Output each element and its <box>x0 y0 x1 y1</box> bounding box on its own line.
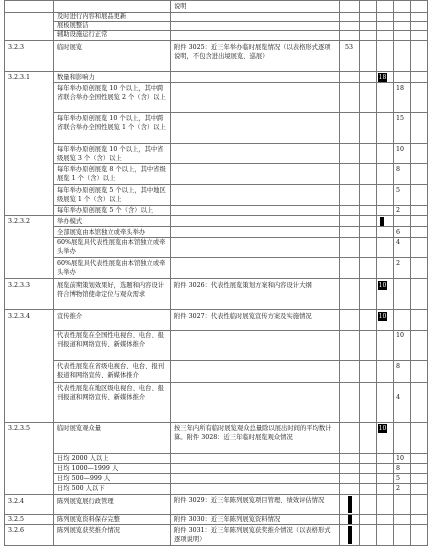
score-box-highlight: 10 <box>378 313 387 320</box>
criteria-item: 每年举办原创展览 10 个以上，其中跨省联合举办全国性展览 1 个（含）以上 <box>57 115 166 132</box>
criteria-item: 60%展览具代表性展览由本馆独立或牵头举办 <box>57 260 166 277</box>
criteria-score: 8 <box>396 465 401 472</box>
score-box-highlight <box>348 496 352 513</box>
section-description: 附件 3027：代表性临时展览宣传方案及实施情况 <box>174 313 312 320</box>
criteria-score: 4 <box>396 239 401 246</box>
section-description: 附件 3030：近三年陈列展览资料情况 <box>174 516 281 523</box>
criteria-item: 日均 1000—1999 人 <box>57 465 119 472</box>
header-description-cell: 说明 <box>174 3 187 10</box>
criteria-score: 4 <box>396 394 401 401</box>
criteria-score: 18 <box>396 85 405 92</box>
criteria-item: 日均 500—999 人 <box>57 475 111 482</box>
criteria-score: 2 <box>396 260 401 267</box>
section-code: 3.2.3.4 <box>8 313 31 320</box>
section-name: 临时展览 <box>57 44 83 51</box>
criteria-item: 每年举办原创展览 10 个以上，其中省级展览 3 个（含）以上 <box>57 146 164 163</box>
section-name: 陈列展览获奖推介情况 <box>57 527 120 534</box>
criteria-score: 10 <box>396 146 405 153</box>
score-box-highlight: 18 <box>378 74 387 81</box>
criteria-item: 代表性展览在省级电视台、电台、报刊报道和网络宣传、新媒体推介 <box>57 363 165 380</box>
section-code: 3.2.3.5 <box>8 425 31 432</box>
section-code: 3.2.3.2 <box>8 218 31 225</box>
criteria-item: 日均 2000 人以上 <box>57 455 109 462</box>
section-code: 3.2.4 <box>8 498 25 505</box>
section-code: 3.2.3.3 <box>8 282 31 289</box>
score-box-highlight <box>348 515 352 524</box>
criteria-score: 2 <box>396 485 401 492</box>
section-code: 3.2.3 <box>8 44 25 51</box>
criteria-item: 每年举办原创展览 5 个以上，其中地区级展览 1 个（含）以上 <box>57 187 166 204</box>
section-name: 陈列展览展行政管理 <box>57 498 114 505</box>
criteria-score: 8 <box>396 166 401 173</box>
item-text: 辅助设施运行正常 <box>57 31 108 38</box>
criteria-item: 全部展览由本馆独立或牵头举办 <box>57 229 146 236</box>
section-name: 数量和影响力 <box>57 74 95 81</box>
criteria-score: 8 <box>396 363 401 370</box>
criteria-item: 日均 500 人以下 <box>57 485 105 492</box>
score-box-highlight: 10 <box>378 425 387 432</box>
criteria-score: 15 <box>396 115 405 122</box>
item-text: 及时进行内容和展品更新 <box>57 13 127 20</box>
criteria-item: 每年举办原创展览 5 个（含）以上 <box>57 207 154 214</box>
grid-line <box>4 0 5 546</box>
section-description: 按三年内所有临时展览观众总量除以展出时间的平均数计算。附件 3028：近三年临时展览观众情况 <box>174 425 332 442</box>
section-description: 附件 3029：近三年陈列展览项目管理、绩效评估情况 <box>174 497 325 504</box>
criteria-score: 2 <box>396 207 401 214</box>
score-box-highlight: 10 <box>378 282 387 289</box>
item-text: 展板展整洁 <box>57 22 89 29</box>
section-score: 53 <box>345 44 354 51</box>
score-box-highlight <box>348 526 352 544</box>
criteria-score: 10 <box>396 332 405 339</box>
criteria-item: 代表性展览在全国性电视台、电台、报刊报道和网络宣传、新媒体推介 <box>57 332 165 349</box>
section-code: 3.2.5 <box>8 516 25 523</box>
evaluation-table <box>4 0 428 546</box>
criteria-item: 每年举办原创展览 10 个以上，其中跨省联合举办全国性展览 2 个（含）以上 <box>57 85 166 102</box>
score-box-highlight <box>380 217 384 226</box>
section-description: 附件 3025：近三年举办临时展览情况（以表格形式逐项说明，不包含进出境展览、巡展） <box>174 44 331 61</box>
section-description: 附件 3026：代表性展览策划方案和内容设计大纲 <box>174 282 312 289</box>
criteria-item: 60%展览具代表性展览由本馆独立或牵头举办 <box>57 239 166 256</box>
section-name: 陈列展览资料保存完整 <box>57 516 120 523</box>
section-name: 举办模式 <box>57 218 83 225</box>
criteria-score: 10 <box>396 455 405 462</box>
section-code: 3.2.3.1 <box>8 74 31 81</box>
criteria-score: 6 <box>396 229 401 236</box>
criteria-item: 代表性展览在地区级电视台、电台、报刊报道和网络宣传、新媒体推介 <box>57 385 165 402</box>
section-name: 展览前期策划效果好，选题和内容设计符合博物馆使命定位与观众需求 <box>57 282 165 299</box>
section-code: 3.2.6 <box>8 527 25 534</box>
criteria-score: 5 <box>396 187 401 194</box>
section-description: 附件 3031：近三年陈列展览获奖推介情况（以表格形式逐项说明） <box>174 527 331 544</box>
criteria-score: 5 <box>396 475 401 482</box>
section-name: 宣传推介 <box>57 313 83 320</box>
section-name: 临时展览观众量 <box>57 425 102 432</box>
criteria-item: 每年举办原创展览 8 个以上，其中省级展览 1 个（含）以上 <box>57 166 166 183</box>
